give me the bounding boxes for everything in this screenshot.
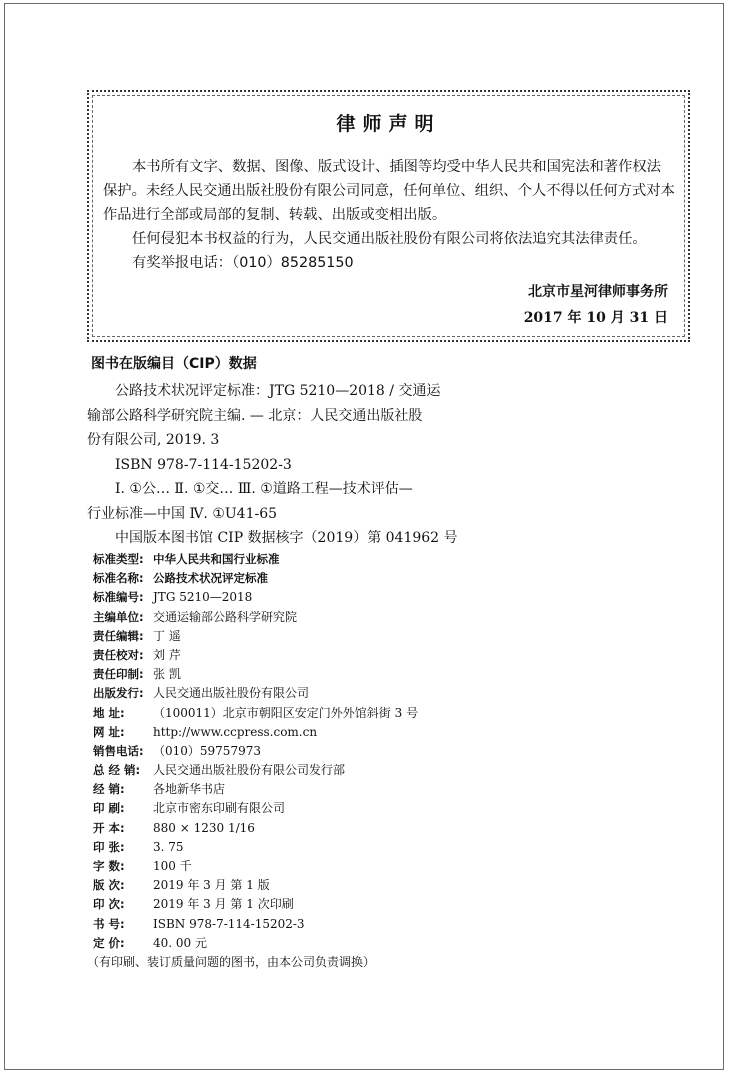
meta-row-format	[93, 819, 418, 838]
meta-value: 刘 芹	[153, 647, 181, 662]
meta-value: 3. 75	[153, 839, 184, 854]
cip-line-classification-cont: 行业标准—中国 Ⅳ. ①U41-65	[87, 505, 278, 522]
meta-value: 40. 00 元	[153, 935, 207, 950]
meta-row-price	[93, 934, 418, 953]
meta-value: 100 千	[153, 859, 192, 873]
meta-value: 丁 遥	[153, 628, 181, 643]
meta-row-print-manager	[93, 665, 418, 684]
meta-row-proofreader	[93, 646, 418, 665]
quality-note: （有印刷、装订质量问题的图书，由本公司负责调换）	[87, 954, 376, 969]
meta-label: 责任编辑:	[93, 628, 144, 643]
meta-label: 主编单位:	[93, 609, 144, 624]
meta-row-chief-editor-unit	[93, 608, 418, 627]
meta-value: 2019 年 3 月 第 1 版	[153, 878, 270, 893]
meta-label: 责任印制:	[93, 667, 144, 682]
cip-line-publisher: 份有限公司, 2019. 3	[87, 432, 220, 448]
lawyer-statement-title: 律师声明	[336, 113, 441, 135]
meta-label: 书 号:	[93, 916, 125, 931]
publication-metadata-list	[87, 550, 419, 972]
meta-value: ISBN 978-7-114-15202-3	[153, 916, 305, 931]
meta-label: 标准编号:	[93, 590, 144, 605]
meta-row-standard-number	[93, 588, 418, 607]
meta-row-standard-type	[93, 550, 418, 569]
statement-date: 2017 年 10 月 31 日	[523, 310, 668, 326]
meta-label: 标准名称:	[93, 571, 144, 586]
meta-label: 开 本:	[93, 820, 125, 835]
meta-value: 交通运输部公路科学研究院	[153, 609, 298, 624]
meta-row-word-count	[93, 857, 418, 876]
meta-label: 经 销:	[93, 782, 125, 797]
meta-label: 标准类型:	[93, 552, 144, 566]
meta-row-standard-name	[93, 569, 418, 588]
quality-note-row	[87, 953, 418, 972]
meta-value: http://www.ccpress.com.cn	[153, 724, 318, 739]
meta-label: 字 数:	[93, 859, 125, 873]
meta-value: 各地新华书店	[153, 782, 226, 797]
meta-row-publisher	[93, 684, 418, 703]
meta-label: 印 张:	[93, 839, 125, 854]
cip-heading: 图书在版编目（CIP）数据	[91, 356, 257, 372]
meta-label: 出版发行:	[93, 686, 144, 701]
copyright-page	[4, 3, 724, 1070]
cip-line-isbn: ISBN 978-7-114-15202-3	[115, 456, 292, 473]
meta-row-isbn	[93, 915, 418, 934]
lawyer-statement-paragraph-1: 本书所有文字、数据、图像、版式设计、插图等均受中华人民共和国宪法和著作权法保护。未经人民交通出版社股份有限公司同意，任何单位、组织、个人不得以任何方式对本作品进行全部或局部的复制、转载、出版或变相出版。	[103, 159, 675, 223]
meta-value: 2019 年 3 月 第 1 次印刷	[153, 897, 294, 912]
meta-value: 中华人民共和国行业标准	[153, 552, 280, 566]
meta-label: 责任校对:	[93, 647, 144, 662]
meta-label: 网 址:	[93, 724, 125, 739]
meta-row-impression	[93, 895, 418, 914]
meta-value: 公路技术状况评定标准	[153, 571, 268, 586]
meta-label: 印 次:	[93, 897, 125, 912]
meta-row-sheets	[93, 838, 418, 857]
meta-value: JTG 5210—2018	[153, 590, 253, 605]
meta-value: （100011）北京市朝阳区安定门外外馆斜街 3 号	[153, 705, 419, 720]
lawyer-statement-paragraph-2: 任何侵犯本书权益的行为，人民交通出版社股份有限公司将依法追究其法律责任。	[132, 231, 647, 247]
meta-row-responsible-editor	[93, 627, 418, 646]
cip-line-title: 公路技术状况评定标准：JTG 5210—2018 / 交通运	[115, 383, 441, 399]
meta-label: 地 址:	[93, 705, 125, 720]
meta-row-general-distributor	[93, 761, 418, 780]
meta-row-sales-phone	[93, 742, 418, 761]
cip-line-editor: 输部公路科学研究院主编. — 北京：人民交通出版社股	[87, 407, 423, 424]
meta-value: （010）59757973	[153, 743, 261, 758]
meta-label: 版 次:	[93, 878, 125, 893]
lawyer-statement-box	[87, 90, 690, 342]
meta-row-edition	[93, 876, 418, 895]
meta-value: 人民交通出版社股份有限公司	[153, 686, 310, 701]
cip-line-record-number: 中国版本图书馆 CIP 数据核字（2019）第 041962 号	[115, 530, 458, 546]
meta-value: 张 凯	[153, 667, 181, 682]
meta-row-printer	[93, 799, 418, 818]
meta-label: 定 价:	[93, 935, 125, 950]
meta-value: 人民交通出版社股份有限公司发行部	[153, 763, 346, 778]
law-firm-name: 北京市星河律师事务所	[528, 284, 668, 300]
meta-value: 880 × 1230 1/16	[153, 820, 255, 835]
meta-label: 销售电话:	[93, 743, 144, 758]
meta-label: 印 刷:	[93, 801, 125, 816]
cip-data-block	[87, 379, 537, 551]
meta-label: 总 经 销:	[93, 763, 141, 778]
meta-row-address	[93, 704, 418, 723]
meta-row-distributor	[93, 780, 418, 799]
meta-value: 北京市密东印刷有限公司	[153, 801, 286, 816]
report-hotline: 有奖举报电话：（010）85285150	[132, 255, 354, 271]
cip-line-classification: Ⅰ. ①公… Ⅱ. ①交… Ⅲ. ①道路工程—技术评估—	[115, 481, 413, 497]
meta-row-website	[93, 723, 418, 742]
